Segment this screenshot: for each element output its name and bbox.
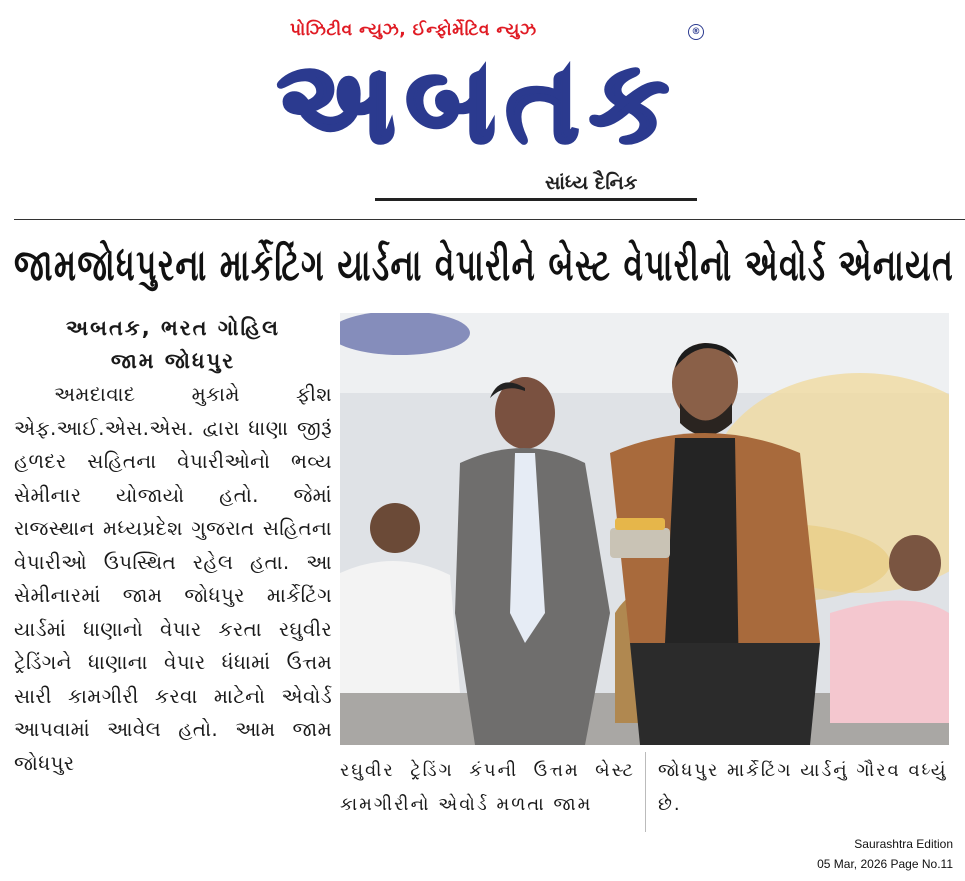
photo-caption-part1: રઘુવીર ટ્રેડિંગ કંપની ઉત્તમ બેસ્ટ કામગીરીનો એવોર્ડ મળતા જામ xyxy=(340,760,635,815)
date-page-label: 05 Mar, 2026 Page No.11 xyxy=(817,857,953,871)
newspaper-logo: અબતક xyxy=(277,38,679,168)
header-divider xyxy=(14,219,965,220)
article-body: અમદાવાદ મુકામે ફીશ એફ.આઈ.એસ.એસ. દ્વારા ધાણા જીરૂં હળદર સહિતના વેપારીઓનો ભવ્ય સેમીનાર યોજાયો હતો. જેમાં રાજસ્થાન મધ્યપ્રદેશ ગુજરાત સહિતના વેપારીઓ ઉપસ્થિત રહેલ હતા. આ સેમીનારમાં જામ જોધપુર માર્કેટિંગ યાર્ડમાં ધાણાનો વેપાર કરતા રઘુવીર ટ્રેડિંગને ધાણાના વેપાર ધંધામાં ઉત્તમ સારી કામગીરી કરવા માટેનો એવોર્ડ આપવામાં આવેલ હતો. આમ જામ જોધપુર xyxy=(14,382,332,775)
award-photo xyxy=(340,313,949,745)
caption-divider xyxy=(645,752,646,832)
byline-name: અબતક, ભરત ગોહિલ xyxy=(65,316,281,340)
masthead xyxy=(0,0,965,215)
masthead-subtitle: સાંધ્ય દૈનિક xyxy=(545,172,638,194)
masthead-tagline: પોઝિટીવ ન્યુઝ, ઈન્ફોર્મેટિવ ન્યુઝ xyxy=(290,20,537,40)
masthead-underline xyxy=(375,198,697,201)
edition-label: Saurashtra Edition xyxy=(854,837,953,851)
page-footer xyxy=(817,834,953,874)
article-body-column xyxy=(14,312,332,780)
byline-place: જામ જોધપુર xyxy=(110,349,236,373)
article-headline: જામજોધપુરના માર્કેટિંગ યાર્ડના વેપારીને બેસ્ટ વેપારીનો એવોર્ડ એનાયત xyxy=(14,240,955,291)
registered-mark-icon: ® xyxy=(688,24,704,40)
photo-caption-part2: જોધપુર માર્કેટિંગ યાર્ડનું ગૌરવ વધ્યું છે. xyxy=(658,760,948,815)
